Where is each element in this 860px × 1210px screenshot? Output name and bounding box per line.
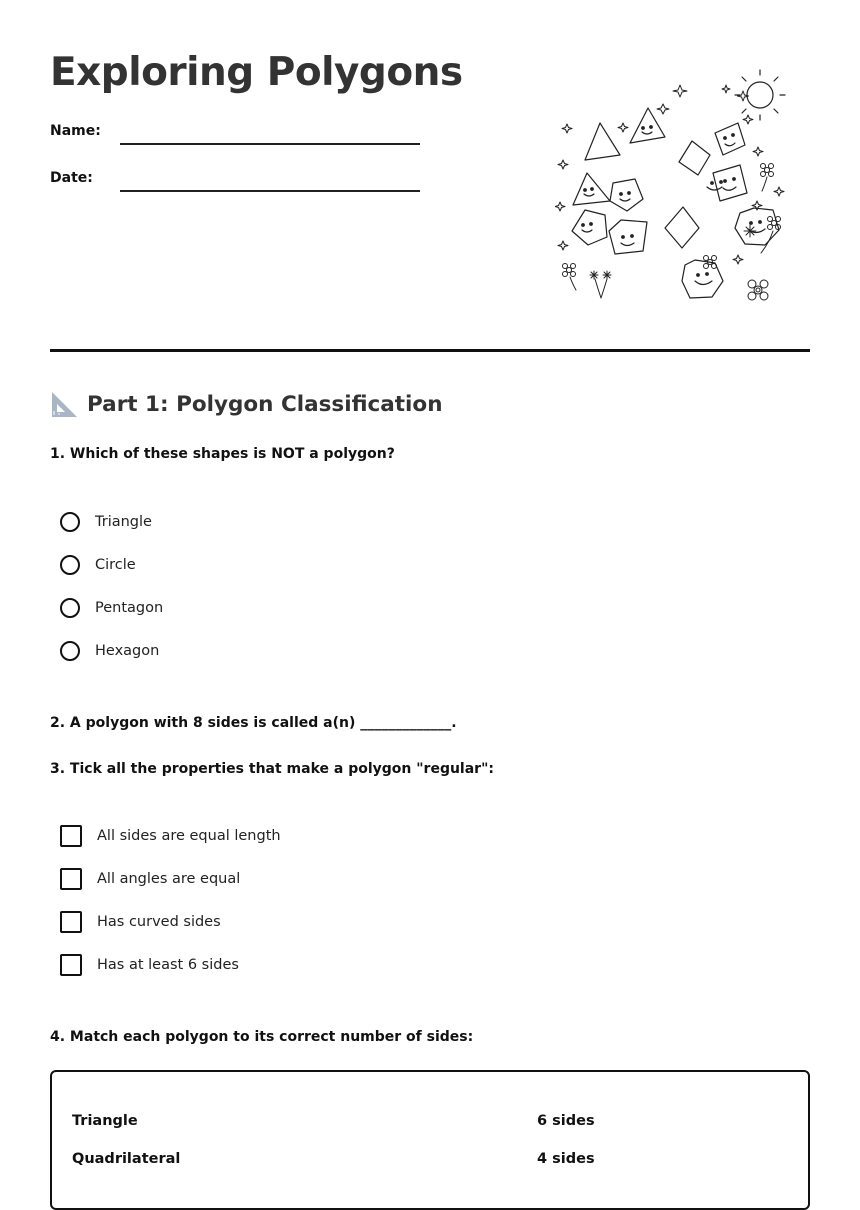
option-label: Has at least 6 sides: [97, 957, 239, 973]
option-label: Pentagon: [95, 600, 164, 616]
triangle-shape: [585, 123, 620, 160]
triangle-face-shape-2: [573, 173, 610, 205]
checkbox[interactable]: [60, 825, 82, 847]
question-3: 3. Tick all the properties that make a polygon "regular":: [50, 761, 494, 777]
checkbox[interactable]: [60, 911, 82, 933]
name-field: [50, 123, 430, 153]
pentagon-face-shape: [610, 179, 643, 211]
header-divider: [50, 349, 810, 352]
option-label: Has curved sides: [97, 914, 221, 930]
flower-icons: [563, 164, 781, 301]
question-1: 1. Which of these shapes is NOT a polygon?: [50, 446, 395, 462]
radio-button[interactable]: [60, 641, 80, 661]
checkbox[interactable]: [60, 954, 82, 976]
polygon-name[interactable]: Triangle: [72, 1113, 138, 1129]
q3-option-curved-sides[interactable]: [60, 910, 221, 934]
set-square-icon: [50, 389, 78, 419]
q1-option-hexagon[interactable]: [60, 639, 159, 663]
square-face-shape: [715, 123, 745, 155]
date-label: Date:: [50, 170, 93, 186]
date-field: [50, 170, 430, 200]
side-count[interactable]: 4 sides: [537, 1151, 595, 1167]
polygon-name[interactable]: Quadrilateral: [72, 1151, 181, 1167]
side-count[interactable]: 6 sides: [537, 1113, 595, 1129]
part1-heading: Part 1: Polygon Classification: [87, 391, 443, 417]
q3-option-equal-angles[interactable]: [60, 867, 240, 891]
match-row: [72, 1151, 792, 1171]
smiley-face-shape: [707, 181, 722, 190]
sun-icon: [735, 70, 785, 120]
option-label: Triangle: [95, 514, 152, 530]
pentagon-face-shape-2: [572, 210, 607, 245]
q1-option-circle[interactable]: [60, 553, 136, 577]
option-label: All sides are equal length: [97, 828, 281, 844]
question-4: 4. Match each polygon to its correct number of sides:: [50, 1029, 474, 1045]
date-line[interactable]: [120, 190, 420, 192]
radio-button[interactable]: [60, 555, 80, 575]
square-shape: [679, 141, 710, 175]
q3-option-equal-sides[interactable]: [60, 824, 281, 848]
option-label: All angles are equal: [97, 871, 241, 887]
option-label: Circle: [95, 557, 136, 573]
diamond-shape: [665, 207, 699, 248]
radio-button[interactable]: [60, 598, 80, 618]
question-2: 2. A polygon with 8 sides is called a(n) _____________.: [50, 715, 457, 731]
checkbox[interactable]: [60, 868, 82, 890]
triangle-face-shape: [630, 108, 665, 143]
name-line[interactable]: [120, 143, 420, 145]
square-face-shape-2: [713, 165, 747, 201]
name-label: Name:: [50, 123, 101, 139]
matching-table: [50, 1070, 810, 1210]
pentagon-face-shape-3: [609, 220, 647, 254]
option-label: Hexagon: [95, 643, 160, 659]
q1-option-pentagon[interactable]: [60, 596, 163, 620]
part1-heading-row: [50, 388, 443, 420]
polygon-doodle-illustration: [555, 65, 795, 310]
q1-option-triangle[interactable]: [60, 510, 152, 534]
radio-button[interactable]: [60, 512, 80, 532]
page-title: Exploring Polygons: [50, 50, 463, 95]
match-row: [72, 1113, 792, 1133]
q3-option-six-sides[interactable]: [60, 953, 239, 977]
